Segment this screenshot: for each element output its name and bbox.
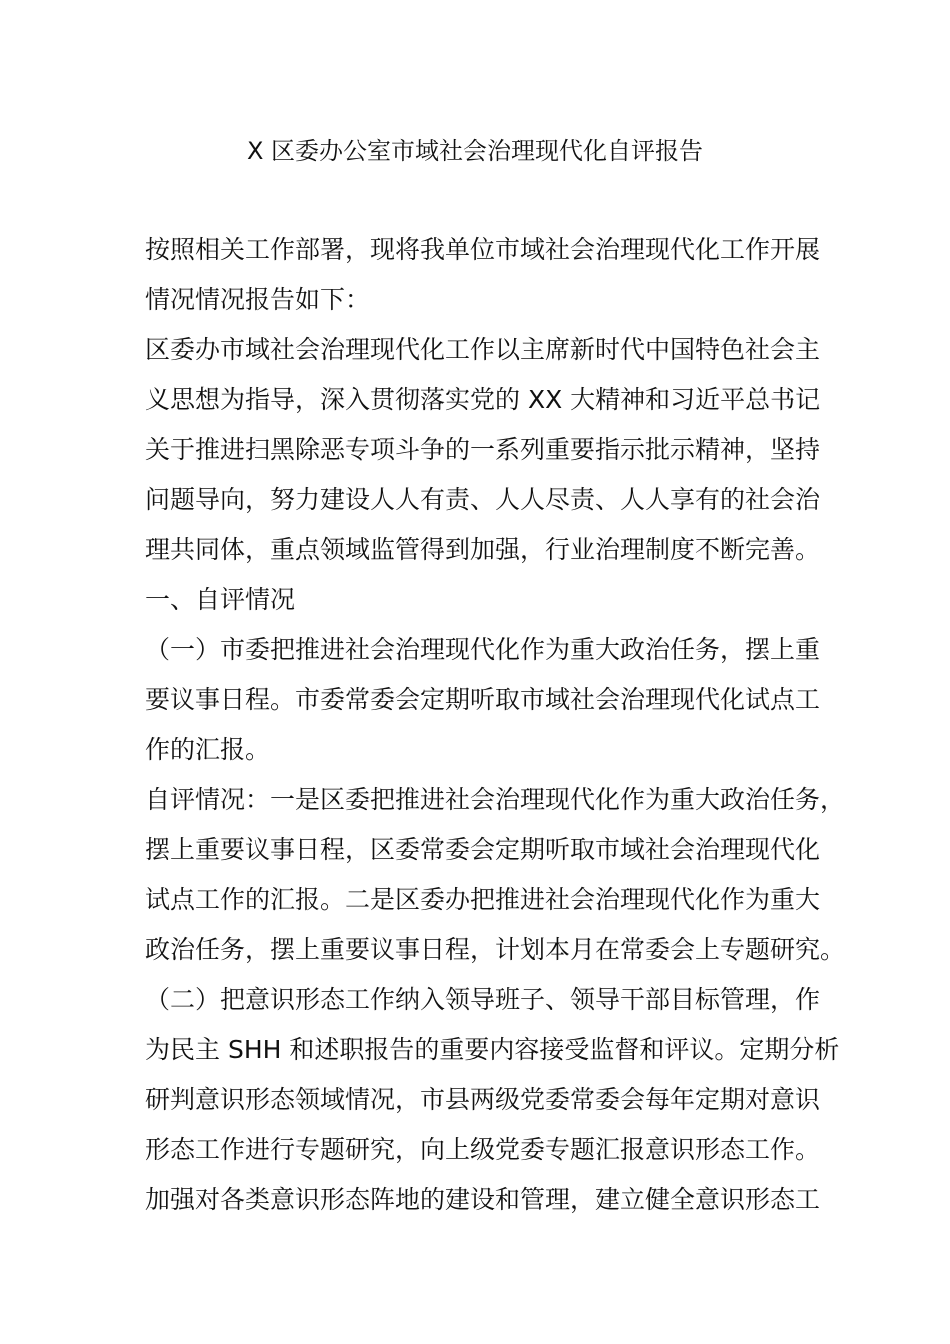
body-line: 研判意识形态领域情况，市县两级党委常委会每年定期对意识 [145, 1085, 821, 1114]
body-line: 作的汇报。 [145, 735, 271, 764]
body-line: 问题导向，努力建设人人有责、人人尽责、人人享有的社会治 [145, 485, 821, 514]
body-line: 按照相关工作部署，现将我单位市域社会治理现代化工作开展 [145, 235, 821, 264]
body-line: 加强对各类意识形态阵地的建设和管理，建立健全意识形态工 [145, 1185, 821, 1214]
body-line: 自评情况：一是区委把推进社会治理现代化作为重大政治任务， [145, 785, 846, 814]
document-title: X 区委办公室市域社会治理现代化自评报告 [246, 137, 704, 165]
body-line: 情况情况报告如下： [145, 285, 371, 314]
body-line: 区委办市域社会治理现代化工作以主席新时代中国特色社会主 [145, 335, 821, 364]
body-line: 政治任务，摆上重要议事日程，计划本月在常委会上专题研究。 [145, 935, 846, 964]
body-line: 摆上重要议事日程，区委常委会定期听取市域社会治理现代化 [145, 835, 821, 864]
body-line: （二）把意识形态工作纳入领导班子、领导干部目标管理，作 [145, 985, 821, 1014]
body-line: 关于推进扫黑除恶专项斗争的一系列重要指示批示精神，坚持 [145, 435, 821, 464]
body-line: 义思想为指导，深入贯彻落实党的 XX 大精神和习近平总书记 [145, 385, 821, 414]
body-line: 形态工作进行专题研究，向上级党委专题汇报意识形态工作。 [145, 1135, 821, 1164]
body-line: （一）市委把推进社会治理现代化作为重大政治任务，摆上重 [145, 635, 821, 664]
body-line: 为民主 SHH 和述职报告的重要内容接受监督和评议。定期分析 [145, 1035, 840, 1064]
body-line: 理共同体，重点领域监管得到加强，行业治理制度不断完善。 [145, 535, 821, 564]
body-line: 要议事日程。市委常委会定期听取市域社会治理现代化试点工 [145, 685, 821, 714]
body-line: 试点工作的汇报。二是区委办把推进社会治理现代化作为重大 [145, 885, 821, 914]
section-heading: 一、自评情况 [145, 585, 296, 614]
